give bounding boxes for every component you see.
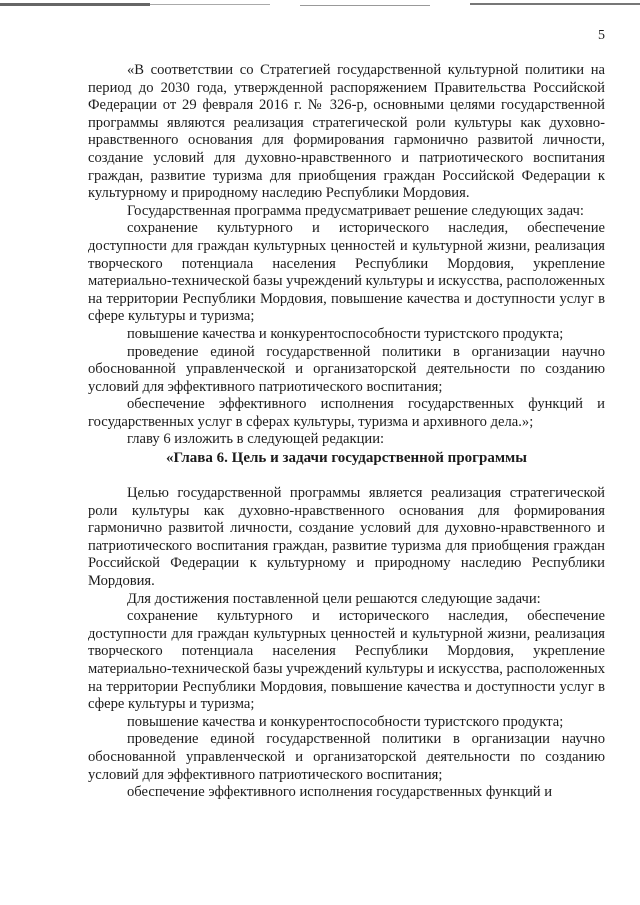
paragraph-task-heritage-2: сохранение культурного и исторического наследия, обеспечение доступности для граждан культурных ценностей и культурной жизни, реализация творческого потенциала населения Республики Мордовия, укрепление материально-технической базы учреждений культуры и искусства, расположенных на территории Республики Мордовия, повышение качества и доступности услуг в сфере культуры и туризма;: [88, 608, 606, 713]
chapter-heading: «Глава 6. Цель и задачи государственной программы: [166, 450, 527, 467]
document-body: [88, 62, 605, 802]
paragraph-goal: Целью государственной программы является реализация стратегической роли культуры как духовно-нравственного основания для формирования гармонично развитой личности, создание условий для духовно-нравственного и патриотического воспитания граждан, развитие туризма для приобщения граждан Российской Федерации к культурному и природному наследию Республики Мордовия.: [88, 485, 605, 590]
paragraph-task-heritage: сохранение культурного и исторического наследия, обеспечение доступности для граждан культурных ценностей и культурной жизни, реализация творческого потенциала населения Республики Мордовия, укрепление материально-технической базы учреждений культуры и искусства, расположенных на территории Республики Мордовия, повышение качества и доступности услуг в сфере культуры и туризма;: [88, 220, 606, 325]
paragraph-chapter-instruction: главу 6 изложить в следующей редакции:: [127, 431, 385, 448]
paragraph-task-functions: обеспечение эффективного исполнения государственных функций и государственных услуг в сферах культуры, туризма и архивного дела.»;: [88, 396, 605, 430]
scan-artifact-top: [0, 0, 640, 14]
paragraph-task-functions-2: обеспечение эффективного исполнения государственных функций и: [127, 784, 553, 801]
paragraph-task-patriotic: проведение единой государственной политики в организации научно обоснованной управленческой и организаторской деятельности по созданию условий для эффективного патриотического воспитания;: [88, 343, 605, 395]
paragraph-tasks-intro-2: Для достижения поставленной цели решаются следующие задачи:: [127, 590, 541, 607]
paragraph-task-tourism-2: повышение качества и конкурентоспособности туристского продукта;: [127, 713, 564, 730]
paragraph-strategy-goals: «В соответствии со Стратегией государственной культурной политики на период до 2030 года, утвержденной распоряжением Правительства Российской Федерации от 29 февраля 2016 г. № 326-р, основными целями государственной программы являются реализация стратегической роли культуры как духовно-нравственного основания для формирования гармонично развитой личности, создание условий для духовно-нравственного и патриотического воспитания граждан, развитие туризма для приобщения граждан Российской Федерации к культурному и природному наследию Республики Мордовия.: [88, 62, 605, 202]
paragraph-task-tourism: повышение качества и конкурентоспособности туристского продукта;: [127, 325, 564, 342]
paragraph-task-patriotic-2: проведение единой государственной политики в организации научно обоснованной управленческой и организаторской деятельности по созданию условий для эффективного патриотического воспитания;: [88, 731, 605, 783]
paragraph-tasks-intro: Государственная программа предусматривает решение следующих задач:: [127, 202, 584, 219]
page-number: 5: [598, 28, 605, 43]
